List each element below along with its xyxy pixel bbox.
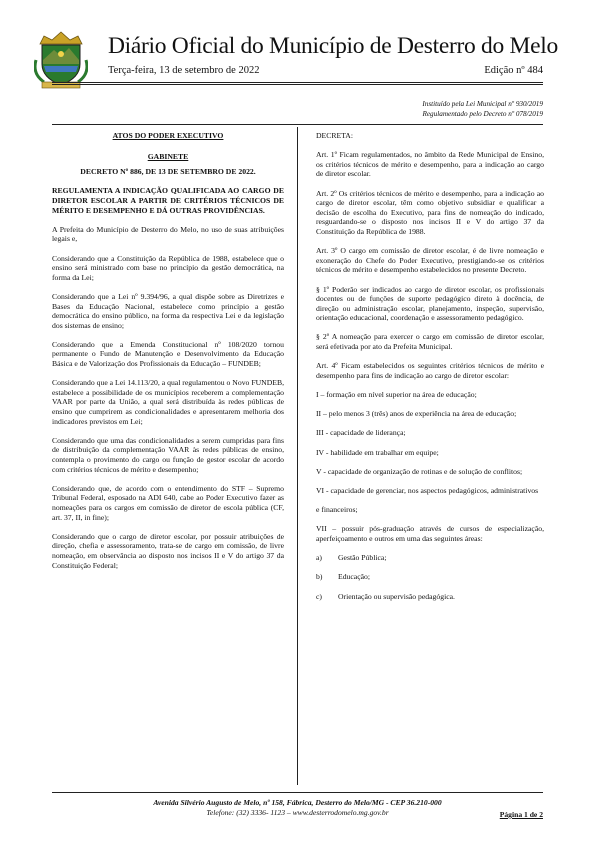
- paragraph-1: § 1º Poderão ser indicados ao cargo de diretor escolar, os profissionais docentes ou de funções de suporte pedagógico direto à docência, de direção ou administração escolar, planejamento, inspeção, supervisão, orientação educacional, coordenação e assessoramento pedagógico.: [316, 284, 544, 323]
- preamble-paragraph: A Prefeita do Município de Desterro do Melo, no uso de suas atribuições legais e,: [52, 224, 284, 244]
- issue-date: Terça-feira, 13 de setembro de 2022: [108, 65, 260, 76]
- instituted-note: Instituído pela Lei Municipal nº 930/2019: [422, 100, 543, 108]
- list-item: II – pelo menos 3 (três) anos de experiência na área de educação;: [316, 409, 517, 419]
- decree-ementa: REGULAMENTA A INDICAÇÃO QUALIFICADA AO CARGO DE DIRETOR ESCOLAR A PARTIR DE CRITÉRIOS TÉCNICOS DE MÉRITO E DESEMPENHO E DÁ OUTRAS PROVIDÊNCIAS.: [52, 186, 284, 215]
- header-rule-top: [52, 82, 543, 83]
- section-heading: ATOS DO PODER EXECUTIVO: [112, 131, 224, 140]
- option-text: Gestão Pública;: [338, 553, 387, 563]
- list-item: IV - habilidade em trabalhar em equipe;: [316, 447, 439, 457]
- municipal-coat-of-arms-icon: [34, 30, 88, 90]
- article-3: Art. 3º O cargo em comissão de diretor escolar, é de livre nomeação e exoneração do Chefe do Poder Executivo, prestigiando-se os critérios técnicos de mérito e desempenho estabelecidos no presente Decreto.: [316, 246, 544, 275]
- decree-heading: DECRETO Nº 886, DE 13 DE SETEMBRO DE 2022.: [80, 167, 256, 177]
- paragraph-2: § 2º A nomeação para exercer o cargo em comissão de diretor escolar, será efetivada por ato da Prefeita Municipal.: [316, 332, 544, 352]
- option-key: b): [316, 572, 323, 582]
- option-item: [316, 592, 544, 602]
- list-item: V - capacidade de organização de rotinas e de solução de conflitos;: [316, 466, 523, 476]
- considering-paragraph-2: Considerando que a Lei nº 9.394/96, a qual dispõe sobre as Diretrizes e Bases da Educação Nacional, estabelece como princípio a gestão democrática do ensino público, na forma da respectiva Lei e da legislação dos sistemas de ensino;: [52, 291, 284, 330]
- list-item: e financeiros;: [316, 505, 358, 515]
- footer-contact: Telefone: (32) 3336- 1123 – www.desterrodomelo.mg.gov.br: [206, 808, 389, 817]
- right-column: [316, 131, 544, 611]
- article-1: Art. 1º Ficam regulamentados, no âmbito da Rede Municipal de Ensino, os critérios técnicos de mérito e desempenho, para a indicação ao cargo de diretor escolar.: [316, 150, 544, 179]
- subsection-heading: GABINETE: [147, 151, 189, 161]
- list-item: III - capacidade de liderança;: [316, 428, 406, 438]
- option-text: Orientação ou supervisão pedagógica.: [338, 591, 455, 601]
- considering-paragraph-7: Considerando que o cargo de diretor escolar, por possuir atribuições de direção, chefia e assessoramento, trata-se de cargo em comissão, de livre nomeação, em observância ao disposto nos incisos II e V do artigo 37 da Constituição Federal;: [52, 531, 284, 570]
- option-item: [316, 553, 544, 563]
- criteria-item-vii: VII – possuir pós-graduação através de cursos de especialização, aperfeiçoamento e outros em uma das seguintes áreas:: [316, 524, 544, 543]
- criteria-list: [316, 390, 544, 515]
- regulated-note: Regulamentado pelo Decreto nº 078/2019: [422, 110, 543, 118]
- considering-paragraph-4: Considerando que a Lei 14.113/20, a qual regulamentou o Novo FUNDEB, estabelece a possibilidade de os municípios receberem a complementação VAAR por parte da União, a qual será distribuída às redes públicas de ensino que cumprirem as condicionalidades e apresentarem melhoria dos indicadores previstos em Lei;: [52, 378, 284, 426]
- decreta-heading: DECRETA:: [316, 131, 353, 140]
- list-item: I – formação em nível superior na área de educação;: [316, 390, 477, 400]
- header-rule-bottom: [52, 84, 543, 85]
- edition-number: Edição nº 484: [484, 65, 543, 76]
- list-item: VI - capacidade de gerenciar, nos aspectos pedagógicos, administrativos: [316, 485, 539, 495]
- option-key: c): [316, 591, 322, 601]
- article-4: Art. 4º Ficam estabelecidos os seguintes critérios técnicos de mérito e desempenho para fins de indicação ao cargo de diretor escolar:: [316, 361, 544, 380]
- left-column: [52, 131, 284, 580]
- considering-paragraph-3: Considerando que a Emenda Constitucional nº 108/2020 tornou permanente o Fundo de Manutenção e Desenvolvimento da Educação Básica e de Valorização dos Profissionais da Educação – FUNDEB;: [52, 339, 284, 369]
- footer-rule: [52, 792, 543, 793]
- content-top-rule: [52, 124, 543, 125]
- article-2: Art. 2º Os critérios técnicos de mérito e desempenho, para a indicação ao cargo de diretor escolar, têm como objetivo subsidiar e qualificar a decisão de escolha do Executivo, para fins de nomeação do indicado, resguardando-se o disposto nos incisos II e V do artigo 37 da Constituição da República de 1988.: [316, 188, 544, 236]
- option-text: Educação;: [338, 572, 371, 582]
- column-divider: [297, 127, 298, 785]
- considering-paragraph-5: Considerando que uma das condicionalidades a serem cumpridas para fins de distribuição da complementação VAAR às redes públicas de ensino, contempla o provimento do cargo ou função de gestor escolar de acordo com critérios técnicos de mérito e desempenho;: [52, 435, 284, 474]
- considering-paragraph-6: Considerando que, de acordo com o entendimento do STF – Supremo Tribunal Federal, esposado na ADI 640, cabe ao Poder Executivo fazer as nomeações para os cargos em comissão de diretor de escola pública (CF, art. 37, II, in fine);: [52, 483, 284, 522]
- newspaper-title: Diário Oficial do Município de Desterro do Melo: [108, 33, 558, 59]
- footer-address: Avenida Silvério Augusto de Melo, nº 158, Fábrica, Desterro do Melo/MG - CEP 36.210-000: [153, 798, 442, 807]
- option-key: a): [316, 553, 322, 563]
- page-number: Página 1 de 2: [499, 810, 543, 819]
- option-item: [316, 572, 544, 582]
- considering-paragraph-1: Considerando que a Constituição da República de 1988, estabelece que o ensino será ministrado com base no princípio da gestão democrática, na forma da Lei;: [52, 253, 284, 282]
